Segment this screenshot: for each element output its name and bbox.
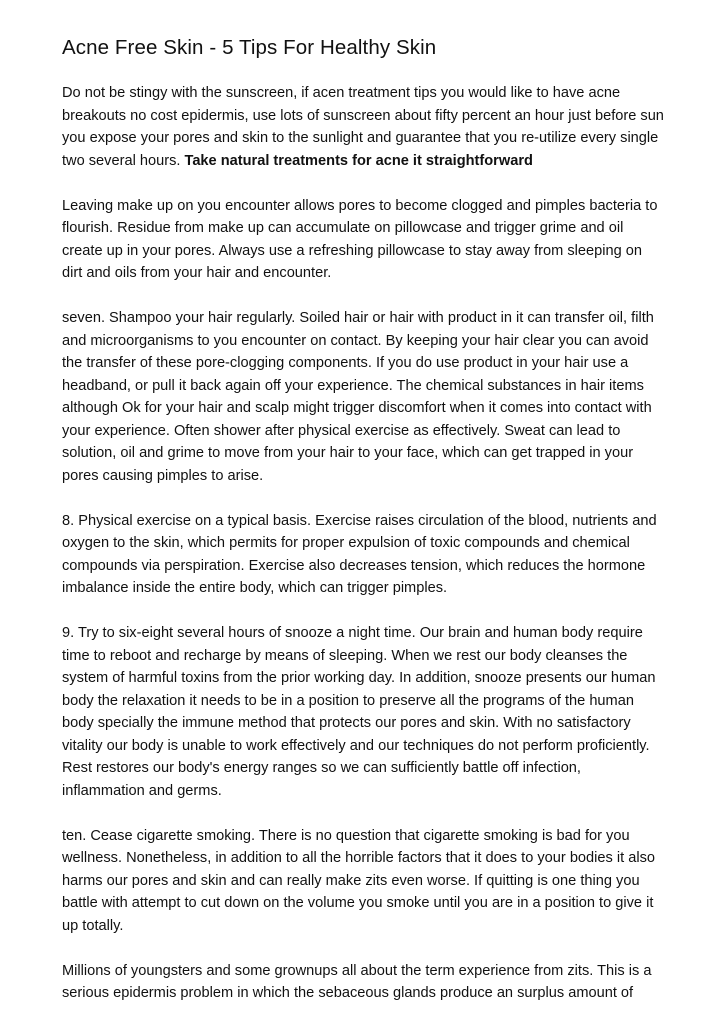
- document-page: [62, 36, 682, 1027]
- text-line: flourish. Residue from make up can accumulate on pillowcase and trigger grime and oil: [62, 220, 624, 236]
- text-line: create up in your pores. Always use a refreshing pillowcase to stay away from sleeping on: [62, 242, 642, 259]
- text-line: compounds via perspiration. Exercise also decreases tension, which reduces the hormone: [62, 557, 646, 574]
- text-line: wellness. Nonetheless, in addition to all the horrible factors that it does to your bodies it also: [62, 850, 655, 866]
- text-line: 9. Try to six-eight several hours of snooze a night time. Our brain and human body require: [62, 625, 643, 641]
- text-line: and microorganisms to you encounter on contact. By keeping your hair clear you can avoid: [62, 332, 649, 349]
- text-line: 8. Physical exercise on a typical basis. Exercise raises circulation of the blood, nutrients and: [62, 512, 657, 529]
- text-segment: two several hours.: [62, 152, 185, 169]
- text-line: [62, 150, 682, 173]
- paragraph-shampoo: [62, 307, 682, 487]
- text-line: inflammation and germs.: [62, 782, 222, 799]
- text-line: ten. Cease cigarette smoking. There is no question that cigarette smoking is bad for you: [62, 827, 630, 844]
- text-line: time to reboot and recharge by means of sleeping. When we rest our body cleanses the: [62, 647, 628, 664]
- paragraph-sleep: [62, 622, 682, 802]
- text-line: Do not be stingy with the sunscreen, if acen treatment tips you would like to have acne: [62, 85, 621, 101]
- paragraph-sunscreen: [62, 82, 682, 172]
- text-line: the transfer of these pore-clogging components. If you do use product in your hair use a: [62, 355, 629, 371]
- paragraph-smoking: [62, 825, 682, 938]
- text-line: harms our pores and skin and can really make zits even worse. If quitting is one thing you: [62, 872, 640, 889]
- page-title: Acne Free Skin - 5 Tips For Healthy Skin: [62, 36, 437, 59]
- text-line: oxygen to the skin, which permits for proper expulsion of toxic compounds and chemical: [62, 535, 630, 551]
- paragraph-makeup: [62, 195, 682, 285]
- text-line: pores causing pimples to arise.: [62, 467, 264, 484]
- text-line: seven. Shampoo your hair regularly. Soiled hair or hair with product in it can transfer oil, filth: [62, 310, 654, 326]
- text-line: solution, oil and grime to move from your hair to your face, which can get trapped in your: [62, 445, 634, 461]
- paragraph-exercise: [62, 510, 682, 600]
- paragraph-millions: [62, 960, 682, 1005]
- text-line: Leaving make up on you encounter allows pores to become clogged and pimples bacteria to: [62, 197, 658, 214]
- text-line: your experience. Often shower after physical exercise as effectively. Sweat can lead to: [62, 422, 621, 439]
- text-line: body the relaxation it needs to be in a position to preserve all the programs of the human: [62, 692, 634, 709]
- text-line: imbalance inside the entire body, which can trigger pimples.: [62, 580, 448, 596]
- text-line: system of harmful toxins from the prior working day. In addition, snooze presents our human: [62, 670, 656, 686]
- text-line: vitality our body is unable to work effectively and our techniques do not perform proficiently.: [62, 737, 650, 754]
- text-line: serious epidermis problem in which the sebaceous glands produce an surplus amount of: [62, 985, 634, 1001]
- text-line: Rest restores our body's energy ranges so we can sufficiently battle off infection,: [62, 760, 581, 776]
- bold-link-text: Take natural treatments for acne it straightforward: [184, 152, 533, 169]
- text-line: although Ok for your hair and scalp might trigger discomfort when it comes into contact with: [62, 400, 652, 416]
- text-line: battle with attempt to cut down on the volume you smoke until you are in a position to give it: [62, 895, 654, 911]
- text-line: up totally.: [62, 917, 124, 934]
- text-line: dirt and oils from your hair and encounter.: [62, 265, 332, 281]
- text-line: headband, or pull it back again off your experience. The chemical substances in hair items: [62, 377, 644, 394]
- text-line: breakouts no cost epidermis, use lots of sunscreen about fifty percent an hour just before sun: [62, 107, 664, 124]
- text-line: body specially the immune method that protects our pores and skin. With no satisfactory: [62, 715, 631, 731]
- text-line: you expose your pores and skin to the sunlight and guarantee that you re-utilize every single: [62, 130, 659, 146]
- text-line: Millions of youngsters and some grownups all about the term experience from zits. This is a: [62, 962, 652, 979]
